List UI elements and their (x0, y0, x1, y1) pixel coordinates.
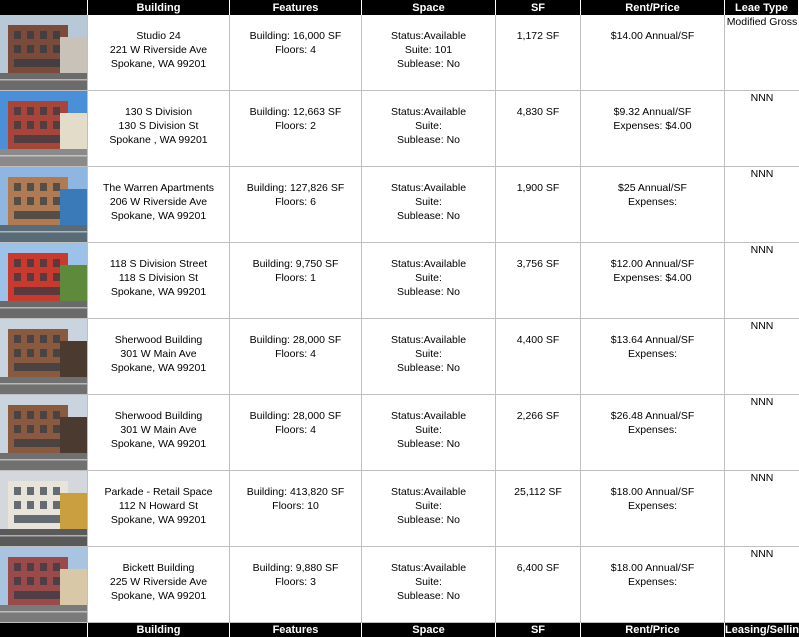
lease-type: NNN (750, 92, 774, 104)
rent-cell (581, 471, 725, 547)
rent-price: $13.64 Annual/SF (610, 334, 695, 346)
rent-cell (581, 15, 725, 91)
header-sf[interactable]: SF (496, 0, 581, 15)
building-photo[interactable] (0, 547, 88, 623)
footer-space: Space (362, 623, 496, 637)
space-suite: Suite: 101 (404, 44, 453, 56)
building-cell[interactable] (88, 15, 230, 91)
space-sublease: Sublease: No (396, 58, 461, 70)
sf-cell (496, 547, 581, 623)
rent-cell (581, 319, 725, 395)
building-photo[interactable] (0, 395, 88, 471)
building-city: Spokane, WA 99201 (110, 58, 207, 70)
rent-price: $14.00 Annual/SF (610, 30, 695, 42)
lease-type-cell (725, 91, 799, 167)
header-features[interactable]: Features (230, 0, 362, 15)
lease-type-cell (725, 319, 799, 395)
lease-type-cell (725, 15, 799, 91)
features-cell (230, 167, 362, 243)
building-photo[interactable] (0, 91, 88, 167)
space-sublease: Sublease: No (396, 438, 461, 450)
building-photo[interactable] (0, 15, 88, 91)
space-sf: 2,266 SF (516, 410, 560, 422)
footer-photo (0, 623, 88, 637)
space-sublease: Sublease: No (396, 134, 461, 146)
building-city: Spokane , WA 99201 (109, 134, 208, 146)
sf-cell (496, 243, 581, 319)
building-photo-image (0, 15, 87, 90)
features-cell (230, 319, 362, 395)
space-cell (362, 547, 496, 623)
lease-type: NNN (750, 548, 774, 560)
building-cell[interactable] (88, 547, 230, 623)
lease-type-cell (725, 547, 799, 623)
space-status: Status:Available (390, 486, 467, 498)
space-cell (362, 319, 496, 395)
building-cell[interactable] (88, 167, 230, 243)
space-sublease: Sublease: No (396, 514, 461, 526)
lease-type-cell (725, 395, 799, 471)
building-photo-image (0, 471, 87, 546)
floor-count: Floors: 3 (275, 576, 316, 588)
rent-expenses: Expenses: (627, 348, 678, 360)
space-cell (362, 91, 496, 167)
building-cell[interactable] (88, 471, 230, 547)
rent-expenses: Expenses: (627, 500, 678, 512)
building-size: Building: 16,000 SF (249, 30, 342, 42)
space-sf: 1,172 SF (516, 30, 560, 42)
floor-count: Floors: 4 (275, 44, 316, 56)
space-suite: Suite: (415, 500, 442, 512)
header-photo (0, 0, 88, 15)
building-name: Sherwood Building (114, 410, 203, 422)
building-photo-image (0, 395, 87, 470)
header-building[interactable]: Building (88, 0, 230, 15)
building-photo[interactable] (0, 319, 88, 395)
building-photo-image (0, 91, 87, 166)
space-suite: Suite: (415, 424, 442, 436)
features-cell (230, 547, 362, 623)
building-cell[interactable] (88, 91, 230, 167)
rent-price: $9.32 Annual/SF (613, 106, 692, 118)
rent-price: $18.00 Annual/SF (610, 562, 695, 574)
building-name: 130 S Division (124, 106, 193, 118)
building-street: 301 W Main Ave (120, 424, 197, 436)
building-city: Spokane, WA 99201 (110, 362, 207, 374)
space-status: Status:Available (390, 410, 467, 422)
sf-cell (496, 91, 581, 167)
lease-type: NNN (750, 472, 774, 484)
building-name: Studio 24 (136, 30, 181, 42)
building-photo-image (0, 547, 87, 622)
space-suite: Suite: (415, 348, 442, 360)
footer-sf: SF (496, 623, 581, 637)
building-name: Parkade - Retail Space (104, 486, 213, 498)
space-suite: Suite: (415, 272, 442, 284)
building-street: 112 N Howard St (118, 500, 199, 512)
space-cell (362, 243, 496, 319)
space-sf: 1,900 SF (516, 182, 560, 194)
space-suite: Suite: (415, 576, 442, 588)
lease-type-cell (725, 243, 799, 319)
building-name: The Warren Apartments (102, 182, 215, 194)
space-status: Status:Available (390, 334, 467, 346)
building-cell[interactable] (88, 395, 230, 471)
rent-expenses: Expenses: (627, 196, 678, 208)
building-street: 206 W Riverside Ave (109, 196, 208, 208)
building-size: Building: 127,826 SF (246, 182, 345, 194)
space-sf: 4,830 SF (516, 106, 560, 118)
rent-cell (581, 547, 725, 623)
rent-expenses: Expenses: $4.00 (613, 120, 692, 132)
floor-count: Floors: 2 (275, 120, 316, 132)
rent-price: $18.00 Annual/SF (610, 486, 695, 498)
footer-rent: Rent/Price (581, 623, 725, 637)
footer-leasing: Leasing/Sellin (725, 624, 799, 636)
floor-count: Floors: 4 (275, 424, 316, 436)
rent-price: $25 Annual/SF (618, 182, 687, 194)
sf-cell (496, 319, 581, 395)
rent-expenses: Expenses: (627, 576, 678, 588)
space-sublease: Sublease: No (396, 286, 461, 298)
space-cell (362, 167, 496, 243)
sf-cell (496, 167, 581, 243)
space-status: Status:Available (390, 106, 467, 118)
building-size: Building: 9,750 SF (252, 258, 339, 270)
rent-expenses: Expenses: $4.00 (613, 272, 692, 284)
building-photo-image (0, 167, 87, 242)
rent-cell (581, 243, 725, 319)
building-size: Building: 12,663 SF (249, 106, 342, 118)
footer-features: Features (230, 623, 362, 637)
building-city: Spokane, WA 99201 (110, 590, 207, 602)
space-sf: 6,400 SF (516, 562, 560, 574)
building-name: Bickett Building (122, 562, 195, 574)
building-name: 118 S Division Street (109, 258, 208, 270)
lease-type: NNN (750, 396, 774, 408)
lease-type: NNN (750, 320, 774, 332)
rent-cell (581, 395, 725, 471)
space-suite: Suite: (415, 120, 442, 132)
building-cell[interactable] (88, 319, 230, 395)
space-sublease: Sublease: No (396, 362, 461, 374)
building-city: Spokane, WA 99201 (110, 514, 207, 526)
building-size: Building: 28,000 SF (249, 334, 342, 346)
rent-cell (581, 167, 725, 243)
sf-cell (496, 395, 581, 471)
space-sf: 25,112 SF (514, 486, 562, 498)
space-cell (362, 395, 496, 471)
space-status: Status:Available (390, 258, 467, 270)
building-photo-image (0, 243, 87, 318)
building-name: Sherwood Building (114, 334, 203, 346)
space-cell (362, 471, 496, 547)
space-status: Status:Available (390, 562, 467, 574)
lease-type: NNN (750, 168, 774, 180)
building-street: 301 W Main Ave (120, 348, 197, 360)
building-photo[interactable] (0, 471, 88, 547)
space-sf: 3,756 SF (516, 258, 560, 270)
floor-count: Floors: 6 (275, 196, 316, 208)
sf-cell (496, 15, 581, 91)
features-cell (230, 471, 362, 547)
building-photo-image (0, 319, 87, 394)
space-status: Status:Available (390, 182, 467, 194)
rent-cell (581, 91, 725, 167)
rent-expenses: Expenses: (627, 424, 678, 436)
features-cell (230, 15, 362, 91)
rent-price: $12.00 Annual/SF (610, 258, 695, 270)
building-photo[interactable] (0, 167, 88, 243)
building-cell[interactable] (88, 243, 230, 319)
floor-count: Floors: 4 (275, 348, 316, 360)
lease-type-cell (725, 167, 799, 243)
space-sf: 4,400 SF (516, 334, 560, 346)
building-street: 118 S Division St (118, 272, 199, 284)
building-street: 221 W Riverside Ave (109, 44, 208, 56)
footer-building: Building (88, 623, 230, 637)
space-suite: Suite: (415, 196, 442, 208)
features-cell (230, 91, 362, 167)
header-space[interactable]: Space (362, 0, 496, 15)
space-sublease: Sublease: No (396, 210, 461, 222)
building-street: 225 W Riverside Ave (109, 576, 208, 588)
building-city: Spokane, WA 99201 (110, 286, 207, 298)
space-sublease: Sublease: No (396, 590, 461, 602)
features-cell (230, 243, 362, 319)
building-street: 130 S Division St (118, 120, 199, 132)
lease-type: NNN (750, 244, 774, 256)
floor-count: Floors: 1 (275, 272, 316, 284)
building-city: Spokane, WA 99201 (110, 210, 207, 222)
features-cell (230, 395, 362, 471)
lease-type: Modified Gross (726, 16, 798, 28)
building-city: Spokane, WA 99201 (110, 438, 207, 450)
floor-count: Floors: 10 (272, 500, 319, 512)
header-rent[interactable]: Rent/Price (581, 0, 725, 15)
space-cell (362, 15, 496, 91)
header-lease-type[interactable]: Leae Type (725, 0, 799, 15)
sf-cell (496, 471, 581, 547)
space-status: Status:Available (390, 30, 467, 42)
rent-price: $26.48 Annual/SF (610, 410, 695, 422)
building-size: Building: 28,000 SF (249, 410, 342, 422)
lease-type-cell (725, 471, 799, 547)
building-size: Building: 9,880 SF (252, 562, 339, 574)
building-photo[interactable] (0, 243, 88, 319)
building-size: Building: 413,820 SF (246, 486, 345, 498)
